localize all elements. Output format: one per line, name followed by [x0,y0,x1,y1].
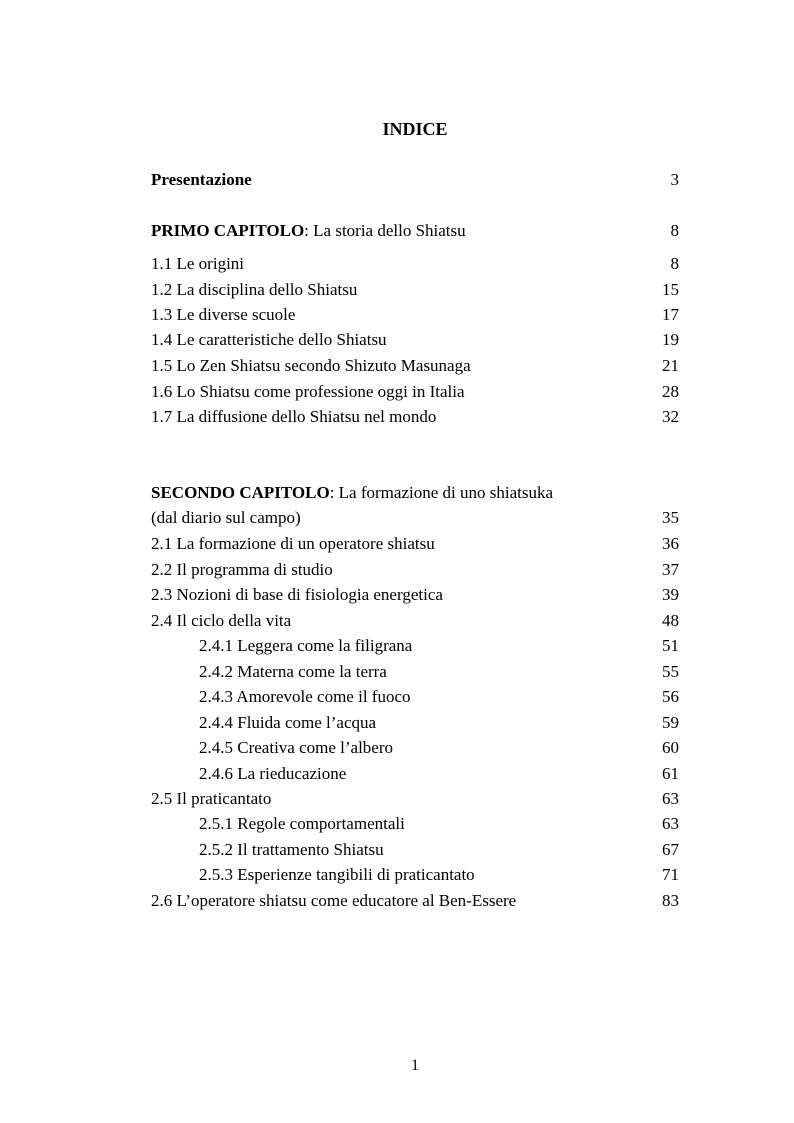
toc-entry-label: 2.4 Il ciclo della vita [151,611,292,630]
toc-entry-page: 35 [662,508,679,527]
toc-entry-label: Presentazione [151,170,252,189]
toc-subentry [151,862,679,888]
page-title: INDICE [382,119,448,139]
toc-entry-page: 36 [662,534,679,553]
toc-entry-label: 2.5.3 Esperienze tangibili di praticantato [199,865,475,884]
toc-subentry [151,837,679,863]
toc-entry [151,557,679,583]
toc-entry-page: 17 [662,305,679,324]
toc-entry [151,582,679,608]
toc-subentry [151,811,679,837]
toc-entry-label [151,218,466,244]
toc-entry-label: 2.3 Nozioni di base di fisiologia energetica [151,585,443,604]
toc-entry-label: 1.6 Lo Shiatsu come professione oggi in Italia [151,382,465,401]
toc-chapter-2-heading-line2 [151,505,679,531]
toc-subentry [151,761,679,787]
toc-entry-page: 3 [670,170,679,189]
page-number: 1 [411,1057,419,1074]
toc-entry [151,888,679,914]
toc-entry-page: 8 [670,254,679,273]
toc-entry-label: 2.5.2 Il trattamento Shiatsu [199,840,384,859]
toc-entry [151,251,679,277]
toc-entry-page: 19 [662,330,679,349]
chapter-label: PRIMO CAPITOLO [151,221,305,240]
toc-entry-page: 37 [662,560,679,579]
toc-entry [151,353,679,379]
toc-entry-label: 1.2 La disciplina dello Shiatsu [151,280,358,299]
toc-entry-page: 59 [662,713,679,732]
toc-entry-page: 51 [662,636,679,655]
toc-entry-page: 21 [662,356,679,375]
toc-entry-label: 2.5.1 Regole comportamentali [199,814,405,833]
toc-entry-page: 32 [662,407,679,426]
toc-entry-page: 48 [662,611,679,630]
toc-subentry [151,684,679,710]
toc-entry-label: 2.4.4 Fluida come l’acqua [199,713,377,732]
toc-entry-label [151,480,553,506]
toc-entry-label: 1.7 La diffusione dello Shiatsu nel mondo [151,407,437,426]
chapter-label: SECONDO CAPITOLO [151,483,330,502]
toc-entry-label: 2.2 Il programma di studio [151,560,333,579]
chapter-subtitle: : La storia dello Shiatsu [304,221,466,240]
toc-entry-page: 39 [662,585,679,604]
toc-entry-page: 83 [662,891,679,910]
toc-entry-presentazione [151,167,679,193]
toc-entry [151,608,679,634]
chapter-subtitle: : La formazione di uno shiatsuka [329,483,554,502]
toc-entry-label: 2.1 La formazione di un operatore shiatsu [151,534,435,553]
toc-entry [151,327,679,353]
toc-entry-label: 1.4 Le caratteristiche dello Shiatsu [151,330,387,349]
toc-entry-label: 1.3 Le diverse scuole [151,305,296,324]
toc-subentry [151,659,679,685]
toc-entry [151,379,679,405]
toc-entry-page: 63 [662,789,679,808]
toc-entry-label: 1.5 Lo Zen Shiatsu secondo Shizuto Masunaga [151,356,471,375]
toc-entry-label: 1.1 Le origini [151,254,245,273]
toc-entry-page: 8 [670,221,679,240]
toc-chapter-2-heading [151,480,679,506]
table-of-contents [151,0,679,1123]
toc-entry [151,404,679,430]
toc-entry-label: 2.4.5 Creativa come l’albero [199,738,394,757]
toc-entry-page: 60 [662,738,679,757]
toc-entry [151,786,679,812]
toc-entry-page: 63 [662,814,679,833]
toc-subentry [151,735,679,761]
toc-entry-page: 56 [662,687,679,706]
toc-entry-label: 2.5 Il praticantato [151,789,272,808]
toc-entry-page: 15 [662,280,679,299]
toc-entry [151,531,679,557]
toc-entry-label: 2.4.2 Materna come la terra [199,662,387,681]
toc-entry-label: 2.4.6 La rieducazione [199,764,347,783]
toc-subentry [151,710,679,736]
toc-entry-label: 2.6 L’operatore shiatsu come educatore al Ben-Essere [151,891,517,910]
toc-entry-page: 28 [662,382,679,401]
toc-entry-page: 71 [662,865,679,884]
toc-subentry [151,633,679,659]
toc-entry-page: 55 [662,662,679,681]
toc-entry-page: 61 [662,764,679,783]
chapter-subtitle-line2: (dal diario sul campo) [151,508,301,527]
toc-entry-page: 67 [662,840,679,859]
toc-entry-label: 2.4.3 Amorevole come il fuoco [199,687,411,706]
toc-entry-label: 2.4.1 Leggera come la filigrana [199,636,413,655]
toc-chapter-1-heading [151,218,679,244]
toc-entry [151,302,679,328]
toc-entry [151,277,679,303]
